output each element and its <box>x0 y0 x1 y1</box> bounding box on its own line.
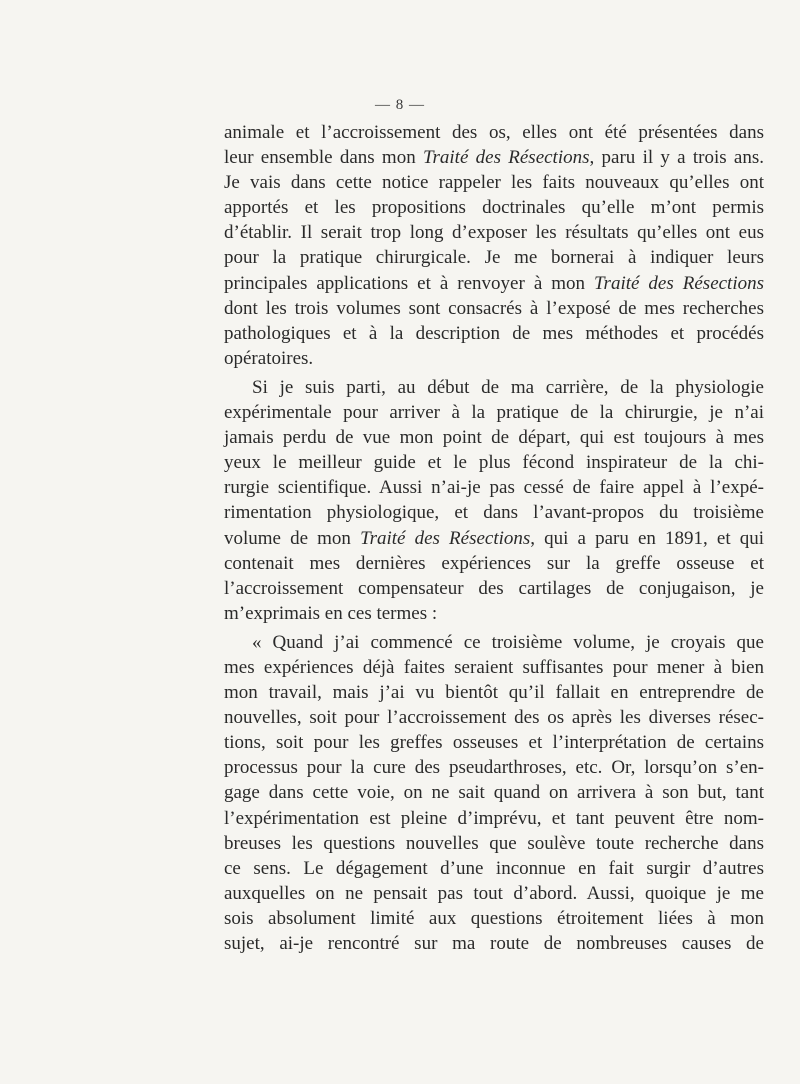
text-line: principales applications et à renvoyer à mon Traité des Résections <box>224 272 765 294</box>
body-text <box>224 120 764 956</box>
text-line: mes expériences déjà faites seraient suffisantes pour mener à bien <box>224 656 764 678</box>
text-line: opératoires. <box>224 347 314 369</box>
text-line: m’exprimais en ces termes : <box>224 602 438 624</box>
text-line: tions, soit pour les greffes osseuses et l’interprétation de certains <box>224 732 764 754</box>
text-line: auxquelles on ne pensait pas tout d’abord. Aussi, quoique je me <box>224 882 764 904</box>
text-line: nouvelles, soit pour l’accroissement des os après les diverses résec- <box>224 707 764 729</box>
text-line: l’expérimentation est pleine d’imprévu, et tant peuvent être nom- <box>224 807 764 829</box>
text-line: animale et l’accroissement des os, elles ont été présentées dans <box>224 122 764 143</box>
text-line: sois absolument limité aux questions étroitement liées à mon <box>224 907 764 929</box>
text-line: rimentation physiologique, et dans l’avant-propos du troisième <box>224 502 764 524</box>
text-line: Si je suis parti, au début de ma carrière, de la physiologie <box>252 376 764 398</box>
text-line: expérimentale pour arriver à la pratique de la chirurgie, je n’ai <box>224 402 764 424</box>
page-number: — 8 — <box>375 97 425 113</box>
paragraph <box>224 375 764 626</box>
text-line: l’accroissement compensateur des cartilages de conjugaison, je <box>224 577 764 599</box>
text-line: sujet, ai-je rencontré sur ma route de nombreuses causes de <box>224 933 764 954</box>
text-line: rurgie scientifique. Aussi n’ai-je pas cessé de faire appel à l’expé- <box>224 477 764 499</box>
text-line: jamais perdu de vue mon point de départ, qui est toujours à mes <box>224 427 764 449</box>
paragraph <box>224 630 764 956</box>
text-line: leur ensemble dans mon Traité des Résections, paru il y a trois ans. <box>224 147 764 169</box>
text-line: processus pour la cure des pseudarthroses, etc. Or, lorsqu’on s’en- <box>224 757 764 779</box>
text-line: d’établir. Il serait trop long d’exposer les résultats qu’elles ont eus <box>224 222 764 244</box>
book-title: Traité des Résections <box>422 147 590 169</box>
text-line: apportés et les propositions doctrinales qu’elle m’ont permis <box>224 197 764 219</box>
text-line: volume de mon Traité des Résections, qui a paru en 1891, et qui <box>224 527 764 549</box>
text-line: ce sens. Le dégagement d’une inconnue en fait surgir d’autres <box>224 857 764 879</box>
text-line: mon travail, mais j’ai vu bientôt qu’il fallait en entreprendre de <box>224 682 764 704</box>
text-line: pour la pratique chirurgicale. Je me bornerai à indiquer leurs <box>224 247 764 269</box>
text-line: yeux le meilleur guide et le plus fécond inspirateur de la chi- <box>224 452 764 474</box>
book-title: Traité des Résections <box>360 527 531 549</box>
text-line: pathologiques et à la description de mes méthodes et procédés <box>224 322 764 344</box>
text-line: Je vais dans cette notice rappeler les faits nouveaux qu’elles ont <box>224 172 764 194</box>
book-title: Traité des Résections <box>594 272 765 294</box>
text-line: « Quand j’ai commencé ce troisième volume, je croyais que <box>252 631 764 653</box>
text-line: dont les trois volumes sont consacrés à l’exposé de mes recherches <box>224 297 764 319</box>
text-line: gage dans cette voie, on ne sait quand on arrivera à son but, tant <box>224 782 764 804</box>
text-line: contenait mes dernières expériences sur la greffe osseuse et <box>224 552 764 574</box>
text-line: breuses les questions nouvelles que soulève toute recherche dans <box>224 832 764 854</box>
paragraph <box>224 120 764 371</box>
